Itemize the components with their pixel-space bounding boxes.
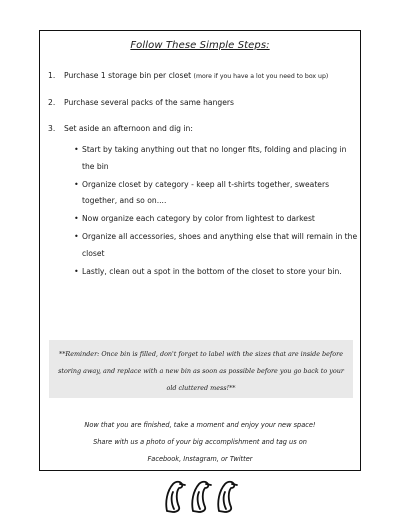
step-2 xyxy=(48,96,358,110)
bullet-icon: • xyxy=(74,231,79,241)
penguin-icon xyxy=(192,482,211,512)
step-number: 2. xyxy=(48,98,56,107)
list-item xyxy=(74,142,358,176)
bullet-icon: • xyxy=(74,214,79,224)
substep-text: Organize closet by category - keep all t-shirts together, sweaters together, and so on.... xyxy=(82,179,330,206)
steps-list xyxy=(48,69,358,292)
step-text: Set aside an afternoon and dig in: xyxy=(64,124,193,133)
list-item xyxy=(74,211,358,228)
step-text: Purchase 1 storage bin per closet xyxy=(64,71,192,80)
page-title: Follow These Simple Steps: xyxy=(130,40,270,51)
substep-text: Organize all accessories, shoes and anything else that will remain in the closet xyxy=(82,231,358,258)
substep-text: Lastly, clean out a spot in the bottom of the closet to store your bin. xyxy=(82,266,342,276)
penguin-icon xyxy=(218,482,237,512)
bullet-icon: • xyxy=(74,266,79,276)
substep-text: Start by taking anything out that no longer fits, folding and placing in the bin xyxy=(82,145,347,171)
penguin-icon xyxy=(166,482,185,512)
step-number: 1. xyxy=(48,71,56,80)
list-item xyxy=(74,229,358,263)
substep-text: Now organize each category by color from lightest to darkest xyxy=(82,214,315,224)
list-item xyxy=(74,177,358,211)
list-item xyxy=(74,264,358,281)
penguins-logo-icon xyxy=(163,478,241,514)
step-note: (more if you have a lot you need to box up) xyxy=(193,73,329,80)
reminder-box: **Reminder: Once bin is filled, don't forget to label with the sizes that are inside before storing away, and replace with a new bin as soon as possible before you go back to your old cluttered mess!** xyxy=(49,340,353,398)
step-number: 3. xyxy=(48,124,56,133)
step-1 xyxy=(48,69,358,84)
step-text: Purchase several packs of the same hangers xyxy=(64,98,234,107)
document-frame xyxy=(39,30,361,471)
closing-message xyxy=(44,417,356,468)
closing-line: Now that you are finished, take a moment and enjoy your new space! xyxy=(84,421,316,429)
substeps-list xyxy=(64,142,358,280)
closing-line: Facebook, Instagram, or Twitter xyxy=(147,455,253,463)
step-3 xyxy=(48,122,358,280)
bullet-icon: • xyxy=(74,145,79,154)
bullet-icon: • xyxy=(74,179,79,189)
closing-line: Share with us a photo of your big accomplishment and tag us on xyxy=(93,438,307,446)
